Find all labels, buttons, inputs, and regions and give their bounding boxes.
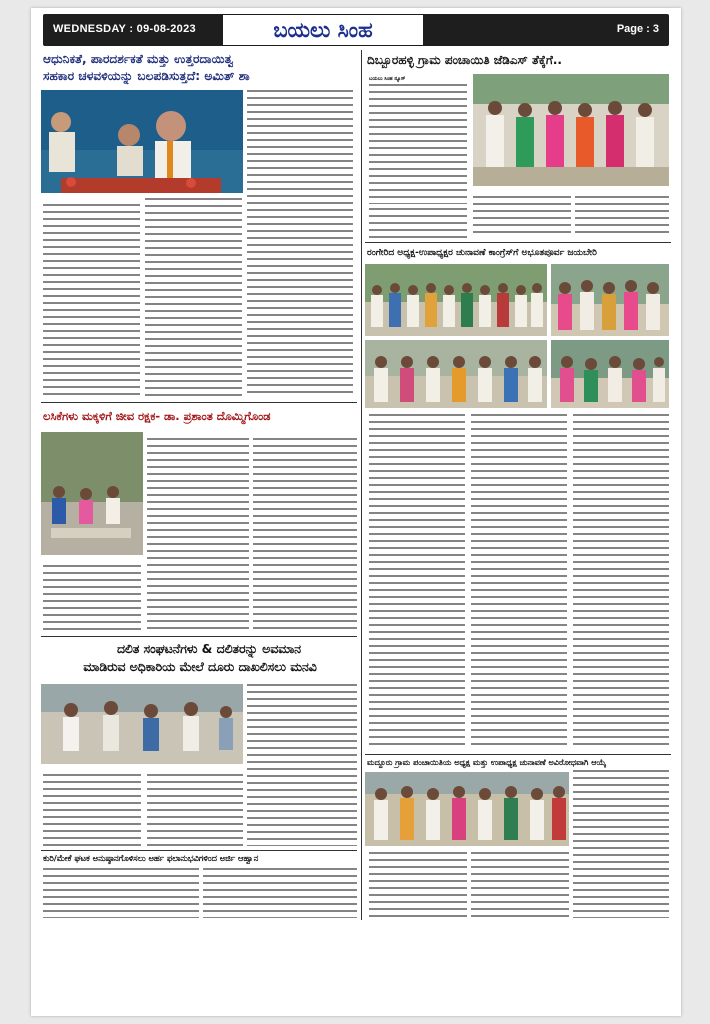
vaccine-col-1 [43,565,141,631]
amit-shah-photo [41,90,243,193]
rangeride-col-1 [369,414,465,750]
dibburahalli-col-1b [369,208,467,238]
rangeride-photo-4 [551,340,669,408]
dalit-headline-2: ಮಾಡಿರುವ ಅಧಿಕಾರಿಯ ಮೇಲೆ ದೂರು ದಾಖಲಿಸಲು ಮನವಿ [83,660,317,674]
madduru-col-3 [573,770,669,918]
divider [41,402,357,403]
dibburahalli-col-2 [473,196,571,238]
divider [365,754,671,755]
masthead: ಬಯಲು ಸಿಂಹ [223,15,423,45]
page-header [43,14,669,46]
divider [365,242,671,243]
rangeride-photo-2 [551,264,669,336]
amit-shah-headline-2: ಸಹಕಾರ ಚಳವಳಿಯನ್ನು ಬಲಪಡಿಸುತ್ತದೆ: ಅಮಿತ್ ಶಾ [43,69,250,83]
madduru-headline: ಮದ್ದೂರು ಗ್ರಾಮ ಪಂಚಾಯಿತಿಯ ಅಧ್ಯಕ್ಷ ಮತ್ತು ಉಪಾಧ್ಯಕ್ಷ ಚುನಾವಣೆ ಅವಿರೋಧವಾಗಿ ಆಯ್ಕೆ [367,758,607,767]
madduru-col-1 [369,852,467,918]
rangeride-col-3 [573,414,669,750]
dalit-col-2 [247,684,357,846]
issue-date: WEDNESDAY : 09-08-2023 [53,23,196,35]
amit-shah-caption [43,196,140,202]
amit-shah-col-2 [145,198,242,396]
amit-shah-col-3 [247,90,353,396]
madduru-col-2 [471,852,569,918]
amit-shah-headline-1: ಆಧುನಿಕತೆ, ಪಾರದರ್ಶಕತೆ ಮತ್ತು ಉತ್ತರದಾಯಿತ್ವ [43,52,234,66]
dibburahalli-col-3 [575,196,669,238]
divider [41,850,357,851]
rangeride-photo-3 [365,340,547,408]
newspaper-page [31,8,681,1016]
rangeride-photo-1 [365,264,547,336]
farm-col-1 [43,868,199,918]
dalit-photo [41,684,243,764]
dalit-col-1b [147,774,243,846]
madduru-photo [365,772,569,846]
farm-col-2 [203,868,357,918]
page-number: Page : 3 [616,23,659,35]
dibburahalli-byline: ಬಯಲು ಸಿಂಹ ನ್ಯೂಸ್ [369,76,406,82]
dibburahalli-headline: ದಿಬ್ಬೂರಹಳ್ಳಿ ಗ್ರಾಮ ಪಂಚಾಯಿತಿ ಜೆಡಿಎಸ್ ತೆಕ್ಕೆಗೆ.. [367,53,562,67]
amit-shah-col-1 [43,204,140,396]
dibburahalli-photo [473,74,669,186]
farm-headline: ಕುರಿ/ಮೇಕೆ ಘಟಕ ಅನುಷ್ಠಾನಗೊಳಿಸಲು ಅರ್ಹ ಫಲಾನುಭವಿಗಳಿಂದ ಅರ್ಜಿ ಆಹ್ವಾನ [43,853,259,863]
dalit-headline-1: ದಲಿತ ಸಂಘಟನೆಗಳು & ದಲಿತರನ್ನು ಅವಮಾನ [116,642,302,656]
dalit-col-1a [43,774,141,846]
vaccine-headline: ಲಸಿಕೆಗಳು ಮಕ್ಕಳಿಗೆ ಜೀವ ರಕ್ಷಕ- ಡಾ. ಪ್ರಶಾಂತ ದೊಮ್ಮಿಗೊಂಡ [43,409,271,423]
vaccine-col-2 [147,438,249,631]
vaccine-photo [41,432,143,555]
rangeride-col-2 [471,414,567,750]
rangeride-headline: ರಂಗೇರಿದ ಅಧ್ಯಕ್ಷ-ಉಪಾಧ್ಯಕ್ಷರ ಚುನಾವಣೆ ಕಾಂಗ್ರೆಸ್‌ಗೆ ಅಭೂತಪೂರ್ವ ಜಯಬೇರಿ [367,248,597,258]
divider [41,636,357,637]
vaccine-col-3 [253,438,357,631]
column-rule [361,50,362,920]
